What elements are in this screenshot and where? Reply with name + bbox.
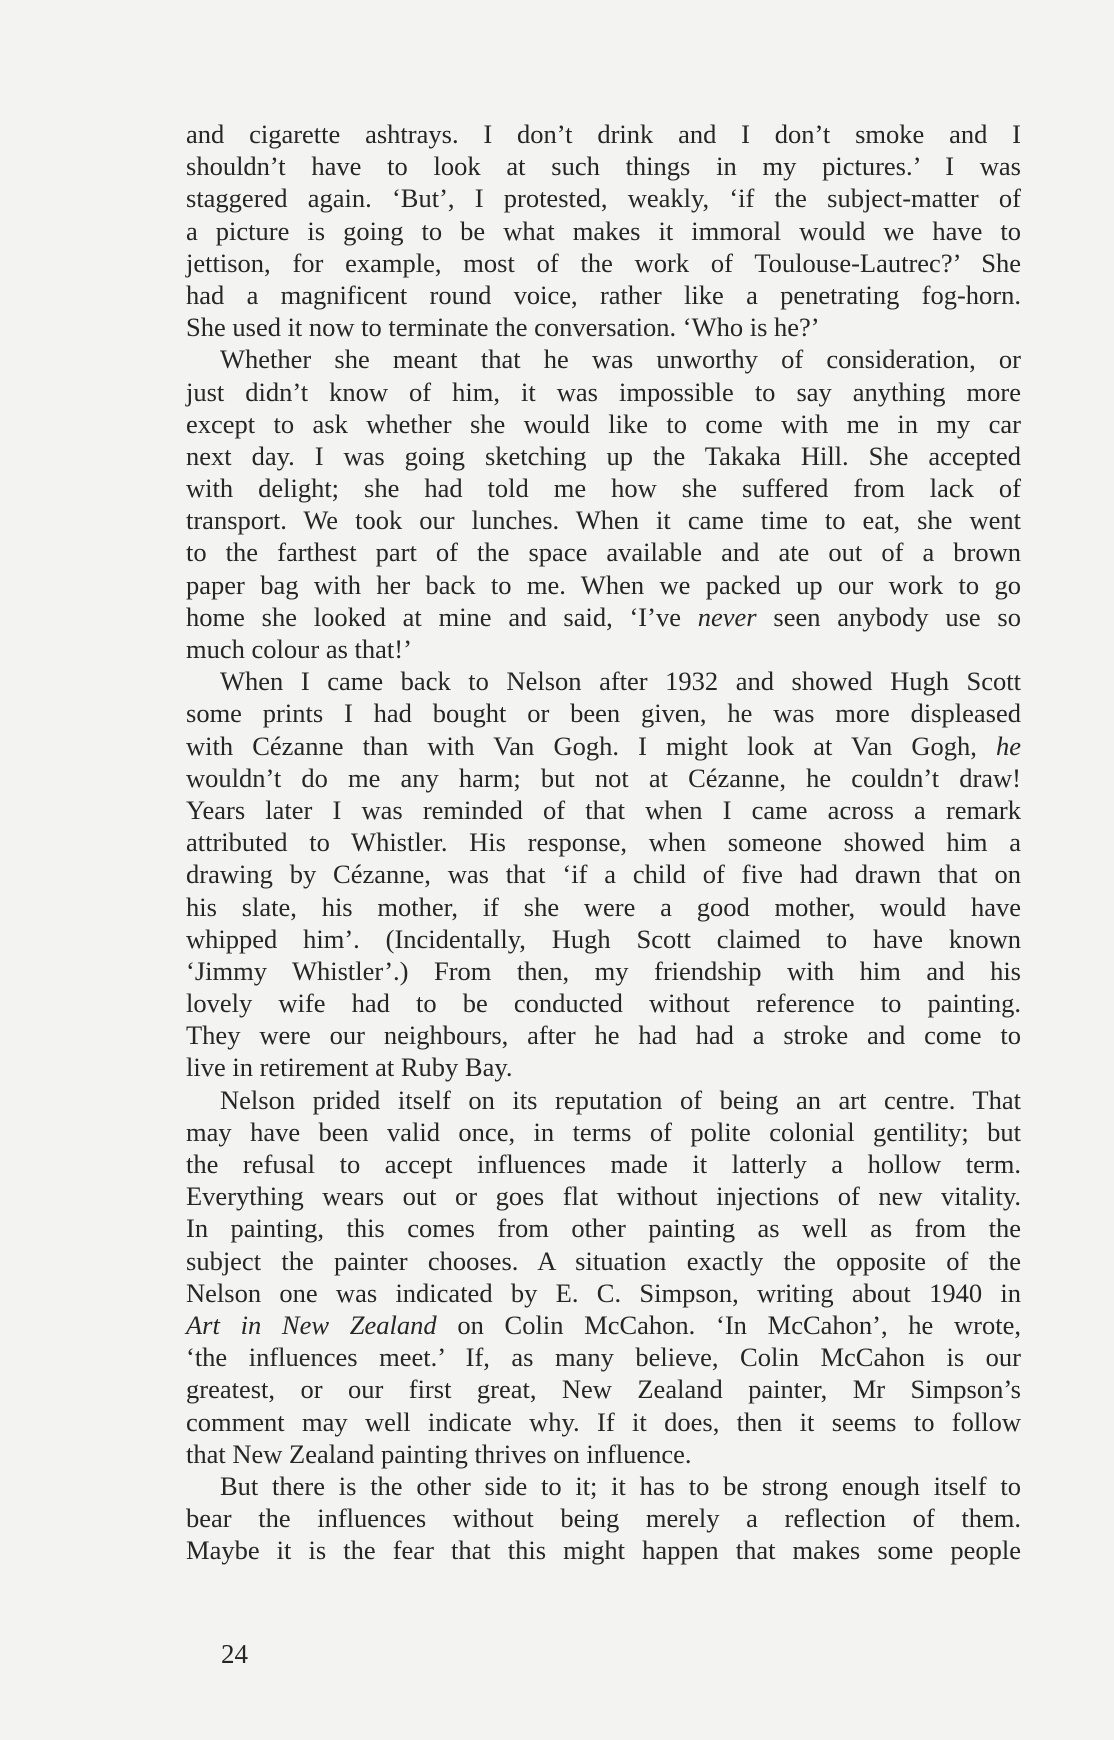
text-line (186, 408, 1021, 440)
text-segment: Everything wears out or goes flat without injections of new vitality. (186, 1181, 1021, 1212)
text-segment: whipped him’. (Incidentally, Hugh Scott claimed to have known (186, 923, 1021, 954)
text-line (186, 697, 1021, 729)
text-segment: Nelson prided itself on its reputation of being an art centre. That (220, 1084, 1021, 1115)
text-segment: Years later I was reminded of that when I came across a remark (186, 794, 1021, 825)
text-line (186, 794, 1021, 826)
text-segment: But there is the other side to it; it has to be strong enough itself to (220, 1470, 1021, 1501)
text-line (186, 923, 1021, 955)
text-segment: paper bag with her back to me. When we packed up our work to go (186, 569, 1021, 600)
text-segment: home she looked at mine and said, ‘I’ve (186, 601, 698, 632)
text-segment: When I came back to Nelson after 1932 and showed Hugh Scott (220, 666, 1021, 697)
text-segment: greatest, or our first great, New Zealand painter, Mr Simpson’s (186, 1374, 1021, 1405)
text-segment: ‘Jimmy Whistler’.) From then, my friendship with him and his (186, 955, 1021, 986)
text-line (186, 1116, 1021, 1148)
text-segment: and cigarette ashtrays. I don’t drink and I don’t smoke and I (186, 119, 1021, 149)
text-segment: In painting, this comes from other painting as well as from the (186, 1213, 1021, 1244)
text-line (186, 1245, 1021, 1277)
text-line (186, 1148, 1021, 1180)
text-segment: Nelson one was indicated by E. C. Simpson, writing about 1940 in (186, 1277, 1021, 1308)
text-line (186, 279, 1021, 311)
text-line (186, 1341, 1021, 1373)
text-line (186, 1084, 1021, 1116)
text-segment: some prints I had bought or been given, he was more displeased (186, 698, 1021, 729)
text-line (186, 215, 1021, 247)
text-line (186, 955, 1021, 987)
text-line (186, 343, 1021, 375)
text-line (186, 1051, 1021, 1083)
text-segment: that New Zealand painting thrives on influence. (186, 1438, 692, 1469)
text-line (186, 311, 1021, 343)
text-line (186, 472, 1021, 504)
text-segment: a picture is going to be what makes it immoral would we have to (186, 215, 1021, 246)
text-segment: subject the painter chooses. A situation exactly the opposite of the (186, 1245, 1021, 1276)
text-line (186, 247, 1021, 279)
text-line (186, 601, 1021, 633)
body-text (186, 118, 1021, 1566)
text-line (186, 1438, 1021, 1470)
text-segment: attributed to Whistler. His response, when someone showed him a (186, 827, 1021, 858)
text-segment: They were our neighbours, after he had had a stroke and come to (186, 1020, 1021, 1051)
text-line (186, 665, 1021, 697)
text-line (186, 1212, 1021, 1244)
text-line (186, 762, 1021, 794)
italic-text: never (697, 601, 757, 632)
text-segment: to the farthest part of the space available and ate out of a brown (186, 537, 1021, 568)
text-line (186, 826, 1021, 858)
text-segment: Maybe it is the fear that this might happen that makes some people (186, 1535, 1021, 1566)
italic-text: he (995, 730, 1021, 761)
text-segment: Whether she meant that he was unworthy of consideration, or (220, 344, 1021, 375)
text-line (186, 182, 1021, 214)
text-segment: next day. I was going sketching up the Takaka Hill. She accepted (186, 440, 1021, 471)
text-segment: wouldn’t do me any harm; but not at Cézanne, he couldn’t draw! (186, 762, 1021, 793)
text-segment: except to ask whether she would like to come with me in my car (186, 408, 1021, 439)
text-line (186, 1534, 1021, 1566)
text-line (186, 858, 1021, 890)
text-line (186, 118, 1021, 150)
italic-text: Art in New Zealand (186, 1309, 437, 1340)
text-segment: the refusal to accept influences made it latterly a hollow term. (186, 1149, 1021, 1179)
text-segment: staggered again. ‘But’, I protested, weakly, ‘if the subject-matter of (186, 183, 1021, 214)
text-segment: much colour as that!’ (186, 634, 412, 664)
text-line (186, 1502, 1021, 1534)
text-line (186, 150, 1021, 182)
text-line (186, 1470, 1021, 1502)
text-segment: had a magnificent round voice, rather like a penetrating fog-horn. (186, 279, 1021, 310)
text-line (186, 536, 1021, 568)
text-segment: lovely wife had to be conducted without reference to painting. (186, 988, 1021, 1019)
text-line (186, 987, 1021, 1019)
text-segment: ‘the influences meet.’ If, as many believe, Colin McCahon is our (186, 1342, 1021, 1373)
text-segment: She used it now to terminate the conversation. ‘Who is he?’ (186, 312, 820, 343)
page-number: 24 (221, 1639, 248, 1669)
text-segment: on Colin McCahon. ‘In McCahon’, he wrote, (436, 1309, 1022, 1340)
text-segment: may have been valid once, in terms of polite colonial gentility; but (186, 1116, 1021, 1147)
text-segment: transport. We took our lunches. When it came time to eat, she went (186, 505, 1021, 536)
text-segment: comment may well indicate why. If it does, then it seems to follow (186, 1406, 1021, 1437)
text-line (186, 1309, 1021, 1341)
text-line (186, 1277, 1021, 1309)
text-segment: just didn’t know of him, it was impossible to say anything more (186, 376, 1021, 407)
text-line (186, 1180, 1021, 1212)
text-segment: bear the influences without being merely a reflection of them. (186, 1503, 1021, 1534)
text-segment: his slate, his mother, if she were a good mother, would have (186, 891, 1021, 922)
text-line (186, 440, 1021, 472)
text-line (186, 1019, 1021, 1051)
text-segment: jettison, for example, most of the work of Toulouse-Lautrec?’ She (186, 247, 1021, 278)
text-line (186, 504, 1021, 536)
text-segment: with Cézanne than with Van Gogh. I might look at Van Gogh, (186, 730, 996, 761)
text-line (186, 891, 1021, 923)
text-segment: seen anybody use so (756, 601, 1021, 632)
text-line (186, 1406, 1021, 1438)
text-segment: drawing by Cézanne, was that ‘if a child of five had drawn that on (186, 859, 1021, 890)
text-segment: with delight; she had told me how she suffered from lack of (186, 473, 1021, 504)
text-line (186, 633, 1021, 665)
text-segment: shouldn’t have to look at such things in my pictures.’ I was (186, 151, 1021, 182)
text-line (186, 376, 1021, 408)
text-line (186, 569, 1021, 601)
text-line (186, 730, 1021, 762)
text-line (186, 1373, 1021, 1405)
text-segment: live in retirement at Ruby Bay. (186, 1052, 513, 1083)
